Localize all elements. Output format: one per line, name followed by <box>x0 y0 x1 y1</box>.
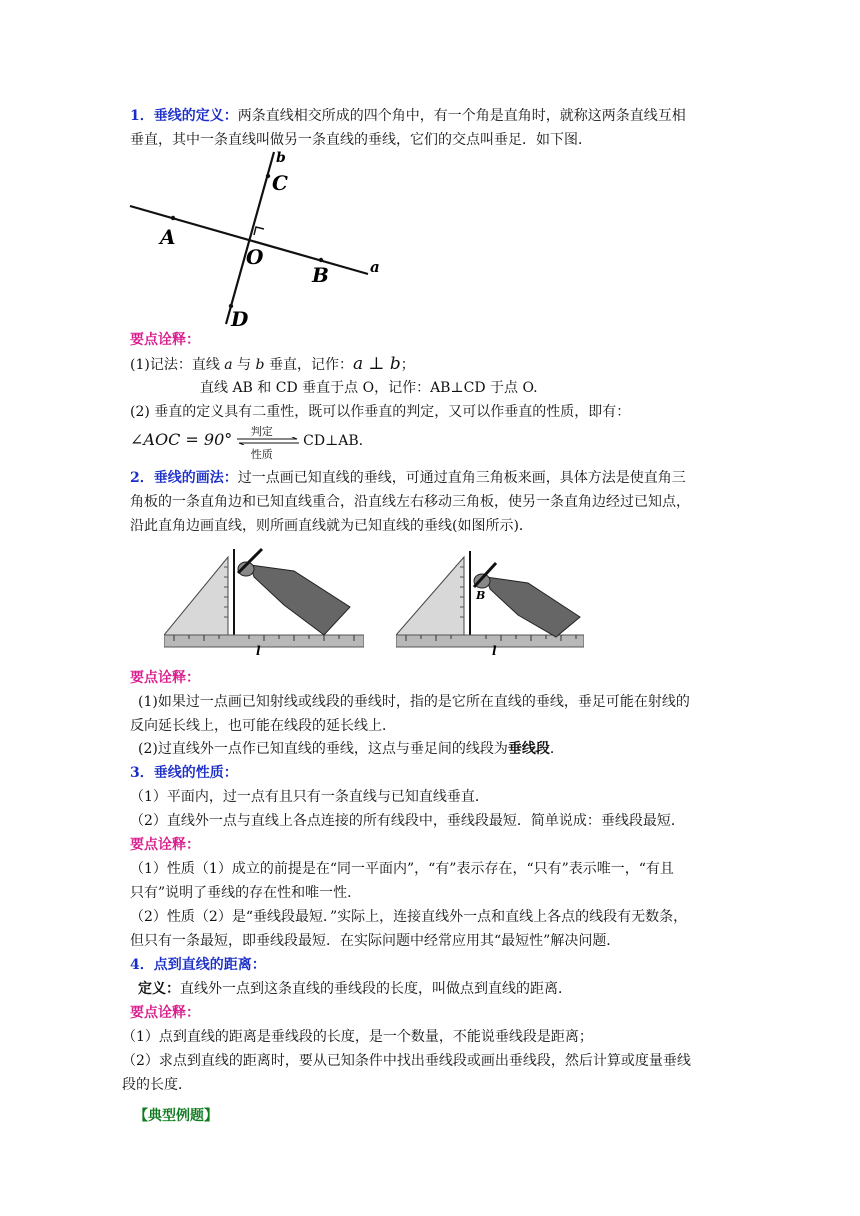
s1-note-title: 要点诠释： <box>130 332 200 348</box>
s1-formula <box>130 425 735 461</box>
formula-right: CD⊥AB. <box>303 433 364 449</box>
point-a-dot <box>171 216 175 220</box>
point-b-dot <box>319 258 323 262</box>
s4-note2b: 段的长度． <box>122 1077 192 1093</box>
drawing-figure-1 <box>164 543 364 657</box>
fig2-label-l: l <box>492 644 497 657</box>
label-c: C <box>272 171 288 195</box>
s1-n1-prefix: (1)记法：直线 <box>130 357 225 373</box>
s1-note2: (2) 垂直的定义具有二重性，既可以作垂直的判定，又可以作垂直的性质，即有： <box>130 404 631 420</box>
fig2-label-b: B <box>476 589 486 602</box>
s4-note1: （1）点到直线的距离是垂线段的长度，是一个数量，不能说垂线段是距离； <box>122 1029 593 1045</box>
double-arrow-icon <box>237 437 299 445</box>
s3-note2a: （2）性质（2）是“垂线段最短．”实际上，连接直线外一点和直线上各点的线段有无数条， <box>130 909 688 925</box>
s2-note2 <box>138 739 743 759</box>
s2-note-title: 要点诠释： <box>130 670 200 686</box>
s1-n1-end: ； <box>400 357 415 373</box>
formula-bottom: 性质 <box>250 448 273 461</box>
s1-n1-mid: 与 <box>232 357 256 373</box>
s4-note2a: （2）求点到直线的距离时，要从已知条件中找出垂线段或画出垂线段，然后计算或度量垂线 <box>122 1053 691 1069</box>
s1-text1: 两条直线相交所成的四个角中，有一个角是直角时，就称这两条直线互相 <box>237 108 686 124</box>
s3-note-title: 要点诠释： <box>130 837 200 853</box>
s3-title: 3．垂线的性质： <box>130 765 238 781</box>
s4-definition <box>138 979 743 999</box>
s2-text1: 过一点画已知直线的垂线，可通过直角三角板来画，具体方法是使直角三 <box>237 470 686 486</box>
examples-title: 【典型例题】 <box>134 1108 218 1124</box>
s1-note1 <box>130 354 735 375</box>
label-a-point: A <box>160 225 176 249</box>
s4-note-title: 要点诠释： <box>130 1005 200 1021</box>
s3-note1a: （1）性质（1）成立的前提是在“同一平面内”，“有”表示存在，“只有”表示唯一，“有且 <box>130 861 674 877</box>
s3-p1: （1）平面内，过一点有且只有一条直线与已知直线垂直． <box>130 789 489 805</box>
label-b-point: B <box>312 263 329 287</box>
s1-n1-rest: 垂直，记作： <box>264 357 353 373</box>
s2-n2b: 垂线段 <box>507 741 550 757</box>
s1-n1-b: b <box>255 357 265 373</box>
s3-note1b: 只有”说明了垂线的存在性和唯一性． <box>130 885 362 901</box>
s4-title: 4．点到直线的距离： <box>130 957 266 973</box>
formula-top: 判定 <box>250 425 273 438</box>
s1-note1-line2: 直线 AB 和 CD 垂直于点 O，记作：AB⊥CD 于点 O. <box>200 380 538 396</box>
s2-line2: 角板的一条直角边和已知直线重合，沿直线左右移动三角板，使另一条直角边经过已知点， <box>130 494 690 510</box>
s1-title: 1．垂线的定义： <box>130 108 238 124</box>
perpendicular-lines-figure <box>128 148 390 330</box>
s1-n1-a: a <box>224 357 233 373</box>
formula-left: ∠AOC = 90° <box>130 430 233 449</box>
point-c-dot <box>266 174 270 178</box>
s2-title: 2．垂线的画法： <box>130 470 238 486</box>
formula-arrows <box>237 425 299 461</box>
s2-n2c: ． <box>549 741 564 757</box>
s1-line2: 垂直，其中一条直线叫做另一条直线的垂线，它们的交点叫垂足．如下图． <box>130 132 592 148</box>
s2-line1 <box>130 468 735 488</box>
label-d: D <box>231 307 249 330</box>
s4-def-text: 直线外一点到这条直线的垂线段的长度，叫做点到直线的距离． <box>180 981 572 997</box>
fig1-label-l: l <box>256 644 261 657</box>
label-a: a <box>370 258 380 276</box>
s2-line3: 沿此直角边画直线，则所画直线就为已知直线的垂线(如图所示)． <box>130 518 533 534</box>
right-angle-mark <box>254 227 264 235</box>
label-o: O <box>246 245 264 269</box>
s1-line1 <box>130 106 735 126</box>
s3-p2: （2）直线外一点与直线上各点连接的所有线段中，垂线段最短．简单说成：垂线段最短． <box>130 813 685 829</box>
s1-n1-formula: a ⊥ b <box>352 354 401 374</box>
s2-note1b: 反向延长线上，也可能在线段的延长线上． <box>130 718 396 734</box>
s3-note2b: 但只有一条最短，即垂线段最短．在实际问题中经常应用其“最短性”解决问题． <box>130 933 621 949</box>
label-b: b <box>276 150 286 166</box>
s4-def-label: 定义： <box>138 981 180 997</box>
s2-note1a: (1)如果过一点画已知射线或线段的垂线时，指的是它所在直线的垂线，垂足可能在射线的 <box>138 694 690 710</box>
drawing-figure-2 <box>396 543 584 657</box>
s2-n2a: (2)过直线外一点作已知直线的垂线，这点与垂足间的线段为 <box>138 741 508 757</box>
